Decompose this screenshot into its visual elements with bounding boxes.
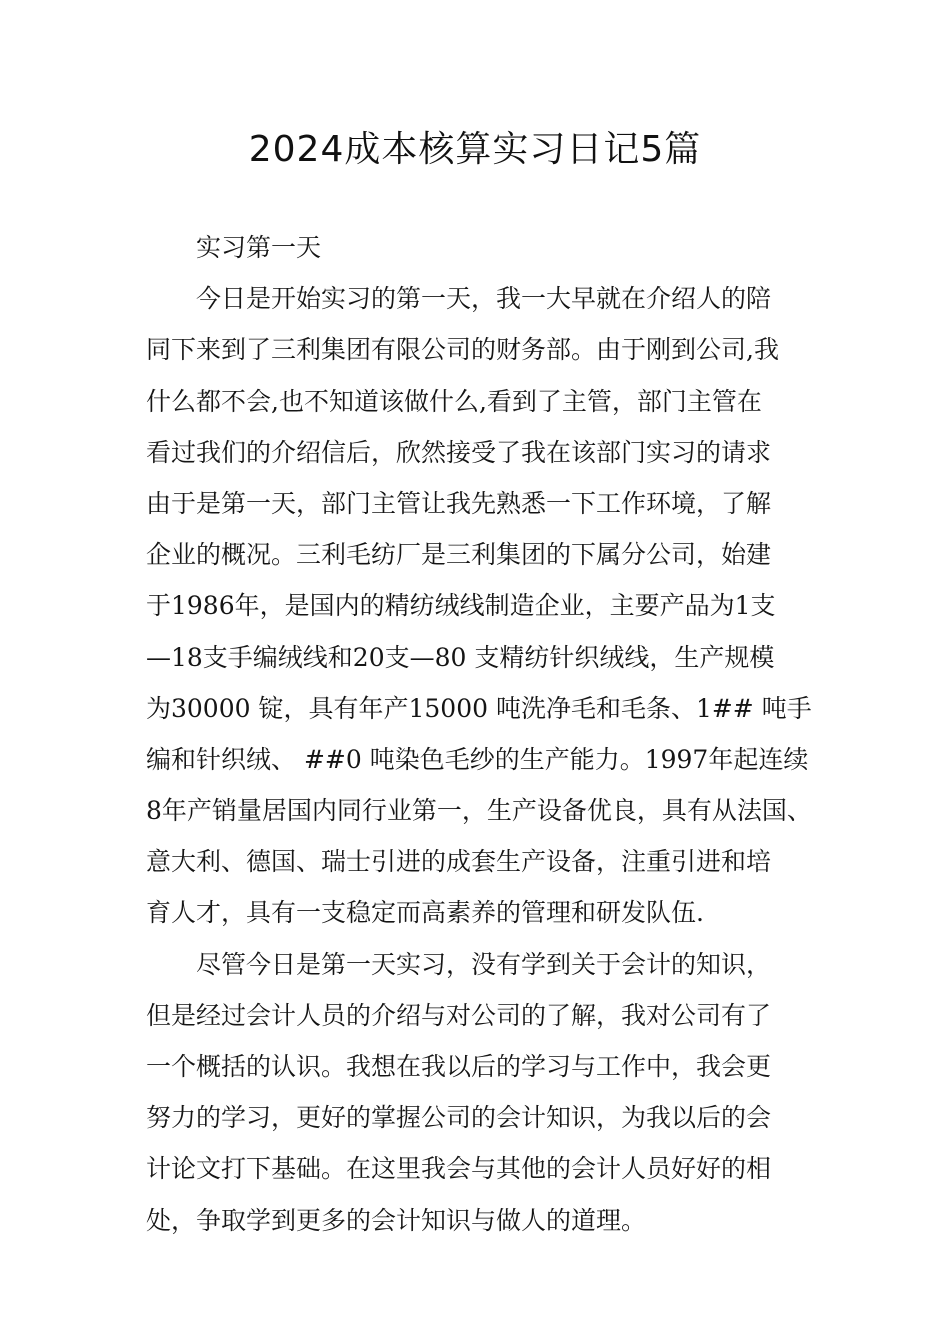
paragraph-line: 努力的学习，更好的掌握公司的会计知识，为我以后的会: [146, 1103, 772, 1133]
paragraph-line: 尽管今日是第一天实习，没有学到关于会计的知识，: [196, 949, 772, 979]
paragraph-line: 计论文打下基础。在这里我会与其他的会计人员好好的相: [146, 1154, 772, 1184]
paragraph-line: 8年产销量居国内同行业第一，生产设备优良，具有从法国、: [146, 796, 812, 826]
paragraph-line: 看过我们的介绍信后，欣然接受了我在该部门实习的请求: [146, 437, 772, 467]
paragraph-line: —18支手编绒线和20支—80 支精纺针织绒线，生产规模: [146, 642, 775, 672]
section-heading-paragraph: [146, 222, 811, 273]
paragraph-line: 同下来到了三利集团有限公司的财务部。由于刚到公司,我: [146, 335, 779, 365]
paragraph-line: 于1986年，是国内的精纺绒线制造企业，主要产品为1支: [146, 591, 776, 621]
paragraph-line: 一个概括的认识。我想在我以后的学习与工作中，我会更: [146, 1052, 772, 1081]
paragraph-line: 但是经过会计人员的介绍与对公司的了解，我对公司有了: [146, 1000, 772, 1030]
paragraph-line: 企业的概况。三利毛纺厂是三利集团的下属分公司，始建: [146, 540, 772, 570]
paragraph-line: 育人才，具有一支稳定而高素养的管理和研发队伍.: [146, 898, 704, 928]
section-heading: 实习第一天: [196, 233, 322, 262]
paragraph-line: 为30000 锭，具有年产15000 吨洗净毛和毛条、1## 吨手: [146, 693, 812, 723]
paragraph-line: 处，争取学到更多的会计知识与做人的道理。: [146, 1205, 647, 1235]
document-title: 2024成本核算实习日记5篇: [248, 129, 702, 170]
document-body: [146, 222, 811, 1246]
paragraph-line: 编和针织绒、 ##0 吨染色毛纱的生产能力。1997年起连续: [146, 744, 809, 774]
paragraph-line: 由于是第一天，部门主管让我先熟悉一下工作环境，了解: [146, 488, 772, 518]
paragraph-line: 今日是开始实习的第一天，我一大早就在介绍人的陪: [196, 284, 772, 314]
paragraph-2: [146, 939, 811, 1246]
paragraph-1: [146, 273, 811, 938]
paragraph-line: 什么都不会,也不知道该做什么,看到了主管，部门主管在: [146, 386, 762, 416]
paragraph-line: 意大利、德国、瑞士引进的成套生产设备，注重引进和培: [146, 847, 772, 877]
